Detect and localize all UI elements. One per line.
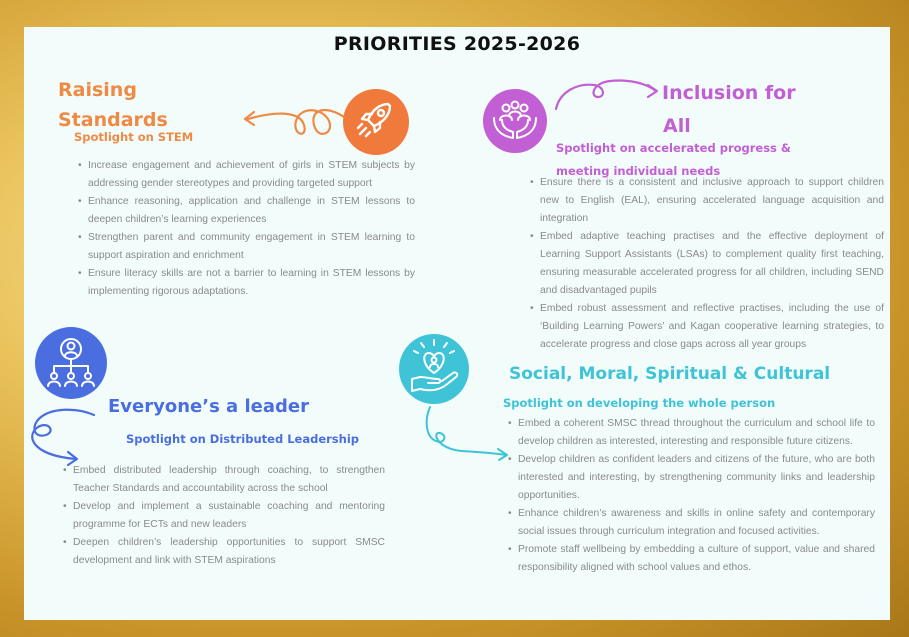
raising-points [77,157,415,301]
heart-in-hand-icon [398,333,470,405]
smsc-point-3: • Enhance children’s awareness and skills in online safety and contemporary social issues through curriculum integration and focused activities. [507,505,875,541]
smsc-point-4: • Promote staff wellbeing by embedding a culture of support, value and shared responsibility aligned with school values and ethos. [507,541,875,577]
inclusion-heading-line1: Inclusion for [662,82,796,104]
smsc-point-1: • Embed a coherent SMSC thread throughout the curriculum and school life to develop children as interested, interesting and responsible future citizens. [507,415,875,451]
leader-points [62,462,385,570]
smsc-points [507,415,875,577]
inclusion-point-3: • Embed robust assessment and reflective practises, including the use of ‘Building Learning Powers’ and Kagan cooperative learning strategies, to accelerate progress and close gaps across all year groups [529,300,884,354]
raising-point-3: • Strengthen parent and community engagement in STEM learning to support aspiration and enrichment [77,229,415,265]
leader-heading: Everyone’s a leader [108,396,309,417]
leader-point-3: • Deepen children’s leadership opportunities to support SMSC development and link with STEM aspirations [62,534,385,570]
hands-people-icon [482,88,548,154]
inclusion-swirl-arrow [552,73,662,113]
page-title: PRIORITIES 2025-2026 [333,33,581,55]
rocket-icon [342,88,410,156]
inclusion-spotlight: Spotlight on accelerated progress & meeting individual needs [556,141,791,178]
smsc-heading: Social, Moral, Spiritual & Cultural [509,364,831,384]
raising-heading [58,75,168,135]
inclusion-point-1: • Ensure there is a consistent and inclusive approach to support children new to English (EAL), ensuring accelerated language acquisition and integration [529,174,884,228]
leader-point-1: • Embed distributed leadership through coaching, to strengthen Teacher Standards and accountability across the school [62,462,385,498]
leader-point-2: • Develop and implement a sustainable coaching and mentoring programme for ECTs and new leaders [62,498,385,534]
inclusion-points [529,174,884,354]
smsc-swirl-arrow [422,403,514,463]
leader-curl-arrow [16,405,100,469]
raising-point-1: • Increase engagement and achievement of girls in STEM subjects by addressing gender stereotypes and providing targeted support [77,157,415,193]
raising-point-2: • Enhance reasoning, application and challenge in STEM lessons to deepen children’s learning experiences [77,193,415,229]
raising-spotlight: Spotlight on STEM [74,130,194,144]
raising-point-4: • Ensure literacy skills are not a barrier to learning in STEM lessons by implementing rigorous adaptations. [77,265,415,301]
raising-swirl-arrow [240,101,346,147]
inclusion-heading-line2: All [663,115,691,137]
raising-heading-line2: Standards [58,109,168,131]
inclusion-point-2: • Embed adaptive teaching practises and the effective deployment of Learning Support Assistants (LSAs) to complement quality first teaching, ensuring measurable accelerated progress for all children, including SEND and disadvantaged pupils [529,228,884,300]
priorities-panel [24,27,890,620]
smsc-point-2: • Develop children as confident leaders and citizens of the future, who are both interested and interesting, by strengthening community links and leadership opportunities. [507,451,875,505]
leadership-network-icon [34,326,108,400]
smsc-spotlight: Spotlight on developing the whole person [503,396,776,410]
leader-spotlight: Spotlight on Distributed Leadership [126,432,359,446]
inclusion-heading [662,77,796,143]
raising-heading-line1: Raising [58,79,137,101]
